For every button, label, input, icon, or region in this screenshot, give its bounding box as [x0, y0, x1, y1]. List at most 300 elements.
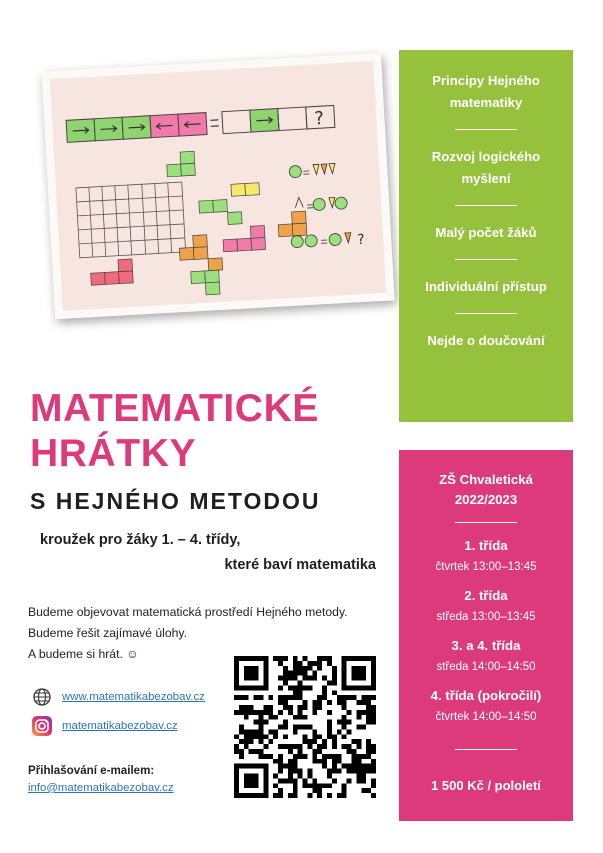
intro-line-1: Budeme objevovat matematická prostředí Hejného metody.	[28, 605, 348, 619]
qr-module	[337, 769, 342, 774]
qr-module	[254, 685, 259, 690]
qr-module	[268, 739, 273, 744]
qr-module	[366, 764, 371, 769]
qr-module	[352, 676, 357, 681]
qr-module	[298, 690, 303, 695]
qr-module	[366, 710, 371, 715]
qr-module	[249, 749, 254, 754]
qr-module	[317, 759, 322, 764]
qr-module	[371, 744, 376, 749]
qr-module	[352, 739, 357, 744]
qr-module	[356, 656, 361, 661]
qr-module	[278, 695, 283, 700]
qr-module	[347, 695, 352, 700]
qr-module	[337, 720, 342, 725]
qr-module	[239, 749, 244, 754]
qr-module	[312, 700, 317, 705]
qr-module	[258, 695, 263, 700]
qr-module	[258, 754, 263, 759]
qr-module	[263, 769, 268, 774]
qr-module	[361, 695, 366, 700]
qr-module	[327, 656, 332, 661]
qr-module	[317, 666, 322, 671]
qr-module	[322, 764, 327, 769]
qr-module	[283, 764, 288, 769]
topic-item: Individuální přístup	[425, 279, 547, 294]
qr-module	[263, 788, 268, 793]
qr-module	[298, 685, 303, 690]
qr-module	[366, 685, 371, 690]
qr-module	[352, 754, 357, 759]
qr-module	[366, 754, 371, 759]
qr-module	[244, 734, 249, 739]
qr-module	[317, 695, 322, 700]
qr-module	[366, 700, 371, 705]
qr-module	[356, 671, 361, 676]
qr-module	[254, 710, 259, 715]
svg-text:?: ?	[313, 107, 325, 130]
qr-module	[332, 734, 337, 739]
qr-module	[371, 705, 376, 710]
qr-module	[263, 666, 268, 671]
qr-module	[239, 695, 244, 700]
qr-module	[312, 705, 317, 710]
qr-module	[371, 759, 376, 764]
qr-module	[293, 690, 298, 695]
qr-module	[312, 754, 317, 759]
qr-module	[356, 754, 361, 759]
qr-module	[283, 671, 288, 676]
qr-module	[298, 695, 303, 700]
qr-module	[278, 710, 283, 715]
qr-module	[254, 676, 259, 681]
qr-module	[371, 676, 376, 681]
qr-module	[268, 715, 273, 720]
qr-module	[303, 671, 308, 676]
topic-divider	[455, 259, 517, 260]
qr-module	[322, 676, 327, 681]
qr-module	[288, 671, 293, 676]
topic-item: Principy Hejného matematiky	[432, 73, 540, 110]
qr-module	[342, 764, 347, 769]
schedule-divider	[455, 522, 517, 523]
qr-module	[278, 764, 283, 769]
qr-module	[298, 705, 303, 710]
qr-module	[303, 783, 308, 788]
qr-module	[234, 744, 239, 749]
qr-module	[312, 676, 317, 681]
qr-module	[258, 656, 263, 661]
qr-module	[263, 783, 268, 788]
qr-module	[356, 710, 361, 715]
qr-module	[278, 700, 283, 705]
qr-module	[356, 764, 361, 769]
qr-module	[347, 720, 352, 725]
qr-module	[249, 656, 254, 661]
qr-module	[293, 729, 298, 734]
qr-module	[298, 661, 303, 666]
qr-module	[356, 778, 361, 783]
qr-module	[317, 656, 322, 661]
qr-module	[249, 778, 254, 783]
qr-module	[293, 793, 298, 798]
club-description-line-1: kroužek pro žáky 1. – 4. třídy,	[40, 532, 241, 548]
qr-module	[293, 764, 298, 769]
page-subtitle: S HEJNÉHO METODOU	[30, 488, 321, 514]
qr-module	[234, 788, 239, 793]
qr-module	[234, 656, 239, 661]
qr-module	[332, 764, 337, 769]
qr-module	[288, 774, 293, 779]
qr-module	[317, 793, 322, 798]
qr-module	[352, 759, 357, 764]
qr-module	[234, 778, 239, 783]
qr-module	[298, 666, 303, 671]
topics-panel	[399, 50, 573, 422]
qr-module	[283, 705, 288, 710]
qr-module	[356, 715, 361, 720]
qr-module	[234, 710, 239, 715]
qr-module	[303, 685, 308, 690]
qr-module	[371, 783, 376, 788]
qr-module	[312, 671, 317, 676]
qr-module	[352, 656, 357, 661]
class-name: 1. třída	[464, 538, 508, 553]
qr-module	[312, 759, 317, 764]
qr-module	[283, 700, 288, 705]
qr-module	[273, 656, 278, 661]
qr-module	[332, 759, 337, 764]
qr-module	[342, 715, 347, 720]
qr-module	[307, 685, 312, 690]
qr-module	[293, 661, 298, 666]
qr-module	[293, 725, 298, 730]
qr-module	[317, 749, 322, 754]
qr-module	[347, 764, 352, 769]
qr-module	[337, 729, 342, 734]
qr-module	[293, 744, 298, 749]
qr-module	[244, 764, 249, 769]
qr-module	[327, 793, 332, 798]
qr-module	[366, 788, 371, 793]
qr-module	[293, 715, 298, 720]
qr-module	[278, 744, 283, 749]
qr-module	[258, 729, 263, 734]
qr-module	[273, 774, 278, 779]
qr-module	[366, 715, 371, 720]
qr-module	[342, 720, 347, 725]
qr-module	[361, 666, 366, 671]
qr-module	[263, 734, 268, 739]
qr-module	[312, 729, 317, 734]
topic-divider	[455, 205, 517, 206]
qr-module	[312, 749, 317, 754]
qr-module	[361, 700, 366, 705]
qr-module	[254, 749, 259, 754]
qr-module	[244, 685, 249, 690]
qr-module	[298, 754, 303, 759]
qr-module	[254, 729, 259, 734]
qr-module	[234, 749, 239, 754]
topic-item: Rozvoj logického myšlení	[431, 149, 541, 186]
qr-module	[263, 778, 268, 783]
qr-module	[293, 759, 298, 764]
qr-module	[342, 783, 347, 788]
qr-module	[352, 749, 357, 754]
qr-module	[288, 744, 293, 749]
qr-module	[347, 778, 352, 783]
website-row	[30, 685, 205, 709]
qr-module	[371, 680, 376, 685]
qr-module	[234, 793, 239, 798]
qr-module	[347, 710, 352, 715]
qr-module	[361, 710, 366, 715]
qr-module	[303, 705, 308, 710]
qr-module	[317, 705, 322, 710]
qr-module	[249, 685, 254, 690]
qr-module	[307, 793, 312, 798]
qr-module	[258, 734, 263, 739]
class-time: středa 13:00–13:45	[436, 611, 536, 623]
qr-module	[303, 700, 308, 705]
qr-module	[342, 676, 347, 681]
qr-module	[244, 783, 249, 788]
qr-module	[244, 778, 249, 783]
topic-divider	[455, 129, 517, 130]
instagram-link[interactable]: matematikabezobav.cz	[62, 720, 178, 732]
qr-module	[361, 788, 366, 793]
qr-module	[278, 661, 283, 666]
qr-module	[371, 720, 376, 725]
qr-module	[312, 778, 317, 783]
qr-module	[254, 764, 259, 769]
intro-line-3: A budeme si hrát. ☺	[28, 647, 139, 661]
qr-module	[288, 676, 293, 681]
qr-module	[337, 754, 342, 759]
qr-module	[337, 759, 342, 764]
qr-module	[278, 676, 283, 681]
qr-module	[278, 788, 283, 793]
qr-module	[327, 725, 332, 730]
qr-module	[254, 734, 259, 739]
qr-module	[293, 671, 298, 676]
qr-module	[278, 754, 283, 759]
class-name: 2. třída	[464, 588, 508, 603]
qr-module	[234, 774, 239, 779]
qr-module	[278, 759, 283, 764]
qr-module	[263, 661, 268, 666]
qr-module	[263, 764, 268, 769]
topic-item: Malý počet žáků	[435, 225, 537, 240]
qr-module	[327, 754, 332, 759]
qr-module	[293, 685, 298, 690]
qr-module	[258, 720, 263, 725]
qr-module	[249, 676, 254, 681]
qr-module	[278, 769, 283, 774]
topic-item: Nejde o doučování	[427, 333, 545, 348]
instagram-icon	[30, 714, 54, 738]
qr-module	[239, 793, 244, 798]
qr-module	[327, 774, 332, 779]
qr-module	[263, 710, 268, 715]
qr-module	[307, 744, 312, 749]
qr-module	[254, 656, 259, 661]
qr-module	[332, 744, 337, 749]
class-time: čtvrtek 13:00–13:45	[435, 561, 537, 573]
qr-module	[239, 685, 244, 690]
qr-module	[342, 656, 347, 661]
qr-module	[303, 739, 308, 744]
qr-module	[298, 671, 303, 676]
page-title	[30, 386, 319, 476]
qr-module	[371, 764, 376, 769]
qr-module	[337, 695, 342, 700]
qr-module	[273, 729, 278, 734]
qr-module	[288, 710, 293, 715]
qr-module	[366, 744, 371, 749]
qr-module	[312, 734, 317, 739]
qr-module	[298, 680, 303, 685]
qr-module	[366, 769, 371, 774]
qr-module	[361, 685, 366, 690]
qr-module	[273, 783, 278, 788]
qr-module	[303, 734, 308, 739]
qr-module	[332, 671, 337, 676]
qr-module	[278, 778, 283, 783]
qr-module	[288, 769, 293, 774]
qr-module	[322, 690, 327, 695]
qr-module	[249, 710, 254, 715]
qr-module	[268, 695, 273, 700]
qr-module	[239, 739, 244, 744]
qr-module	[244, 666, 249, 671]
title-line-2: HRÁTKY	[30, 432, 197, 475]
qr-module	[332, 666, 337, 671]
qr-module	[273, 759, 278, 764]
signup-email-link[interactable]: info@matematikabezobav.cz	[28, 782, 174, 794]
qr-module	[258, 793, 263, 798]
qr-module	[278, 793, 283, 798]
qr-module	[342, 793, 347, 798]
qr-module	[332, 769, 337, 774]
qr-module	[332, 676, 337, 681]
qr-module	[263, 793, 268, 798]
qr-module	[288, 778, 293, 783]
qr-module	[239, 764, 244, 769]
qr-module	[356, 725, 361, 730]
qr-module	[307, 676, 312, 681]
qr-module	[283, 676, 288, 681]
qr-module	[293, 695, 298, 700]
topic-divider	[455, 313, 517, 314]
qr-module	[361, 676, 366, 681]
qr-module	[263, 671, 268, 676]
qr-module	[263, 705, 268, 710]
qr-module	[263, 774, 268, 779]
qr-module	[263, 744, 268, 749]
qr-module	[307, 783, 312, 788]
qr-module	[322, 739, 327, 744]
qr-module	[234, 783, 239, 788]
qr-module	[342, 700, 347, 705]
qr-module	[268, 705, 273, 710]
qr-module	[327, 661, 332, 666]
qr-module	[234, 666, 239, 671]
qr-module	[268, 710, 273, 715]
school-year: 2022/2023	[454, 492, 518, 507]
qr-module	[342, 680, 347, 685]
website-link[interactable]: www.matematikabezobav.cz	[62, 691, 205, 703]
qr-module	[312, 661, 317, 666]
qr-module	[263, 720, 268, 725]
qr-module	[244, 774, 249, 779]
qr-module	[327, 720, 332, 725]
qr-module	[361, 671, 366, 676]
qr-module	[249, 739, 254, 744]
worksheet-photo-content	[50, 61, 386, 311]
qr-module	[307, 739, 312, 744]
qr-module	[234, 685, 239, 690]
qr-module	[244, 744, 249, 749]
qr-module	[361, 769, 366, 774]
qr-module	[307, 774, 312, 779]
qr-module	[371, 710, 376, 715]
qr-module	[371, 778, 376, 783]
qr-module	[268, 729, 273, 734]
school-name: ZŠ Chvaletická	[439, 472, 533, 487]
qr-module	[288, 685, 293, 690]
qr-module	[244, 705, 249, 710]
qr-module	[361, 764, 366, 769]
qr-module	[327, 700, 332, 705]
qr-module	[239, 725, 244, 730]
qr-module	[361, 774, 366, 779]
qr-module	[268, 754, 273, 759]
qr-module	[312, 788, 317, 793]
qr-module	[293, 676, 298, 681]
qr-module	[288, 793, 293, 798]
class-name: 4. třída (pokročilí)	[430, 688, 542, 703]
qr-module	[258, 725, 263, 730]
qr-module	[347, 729, 352, 734]
qr-module	[249, 783, 254, 788]
qr-module	[303, 778, 308, 783]
qr-module	[239, 710, 244, 715]
qr-module	[234, 676, 239, 681]
qr-module	[327, 680, 332, 685]
qr-module	[258, 685, 263, 690]
qr-module	[234, 661, 239, 666]
club-description	[40, 528, 376, 578]
qr-module	[352, 666, 357, 671]
qr-module	[347, 744, 352, 749]
qr-module	[322, 744, 327, 749]
qr-module	[307, 725, 312, 730]
qr-module	[249, 734, 254, 739]
qr-module	[283, 680, 288, 685]
qr-module	[254, 695, 259, 700]
qr-module	[366, 695, 371, 700]
qr-module	[361, 778, 366, 783]
qr-module	[307, 661, 312, 666]
qr-module	[366, 705, 371, 710]
qr-module	[327, 783, 332, 788]
price: 1 500 Kč / pololetí	[431, 778, 541, 793]
qr-module	[298, 749, 303, 754]
qr-module	[371, 685, 376, 690]
qr-module	[273, 715, 278, 720]
qr-module	[263, 685, 268, 690]
